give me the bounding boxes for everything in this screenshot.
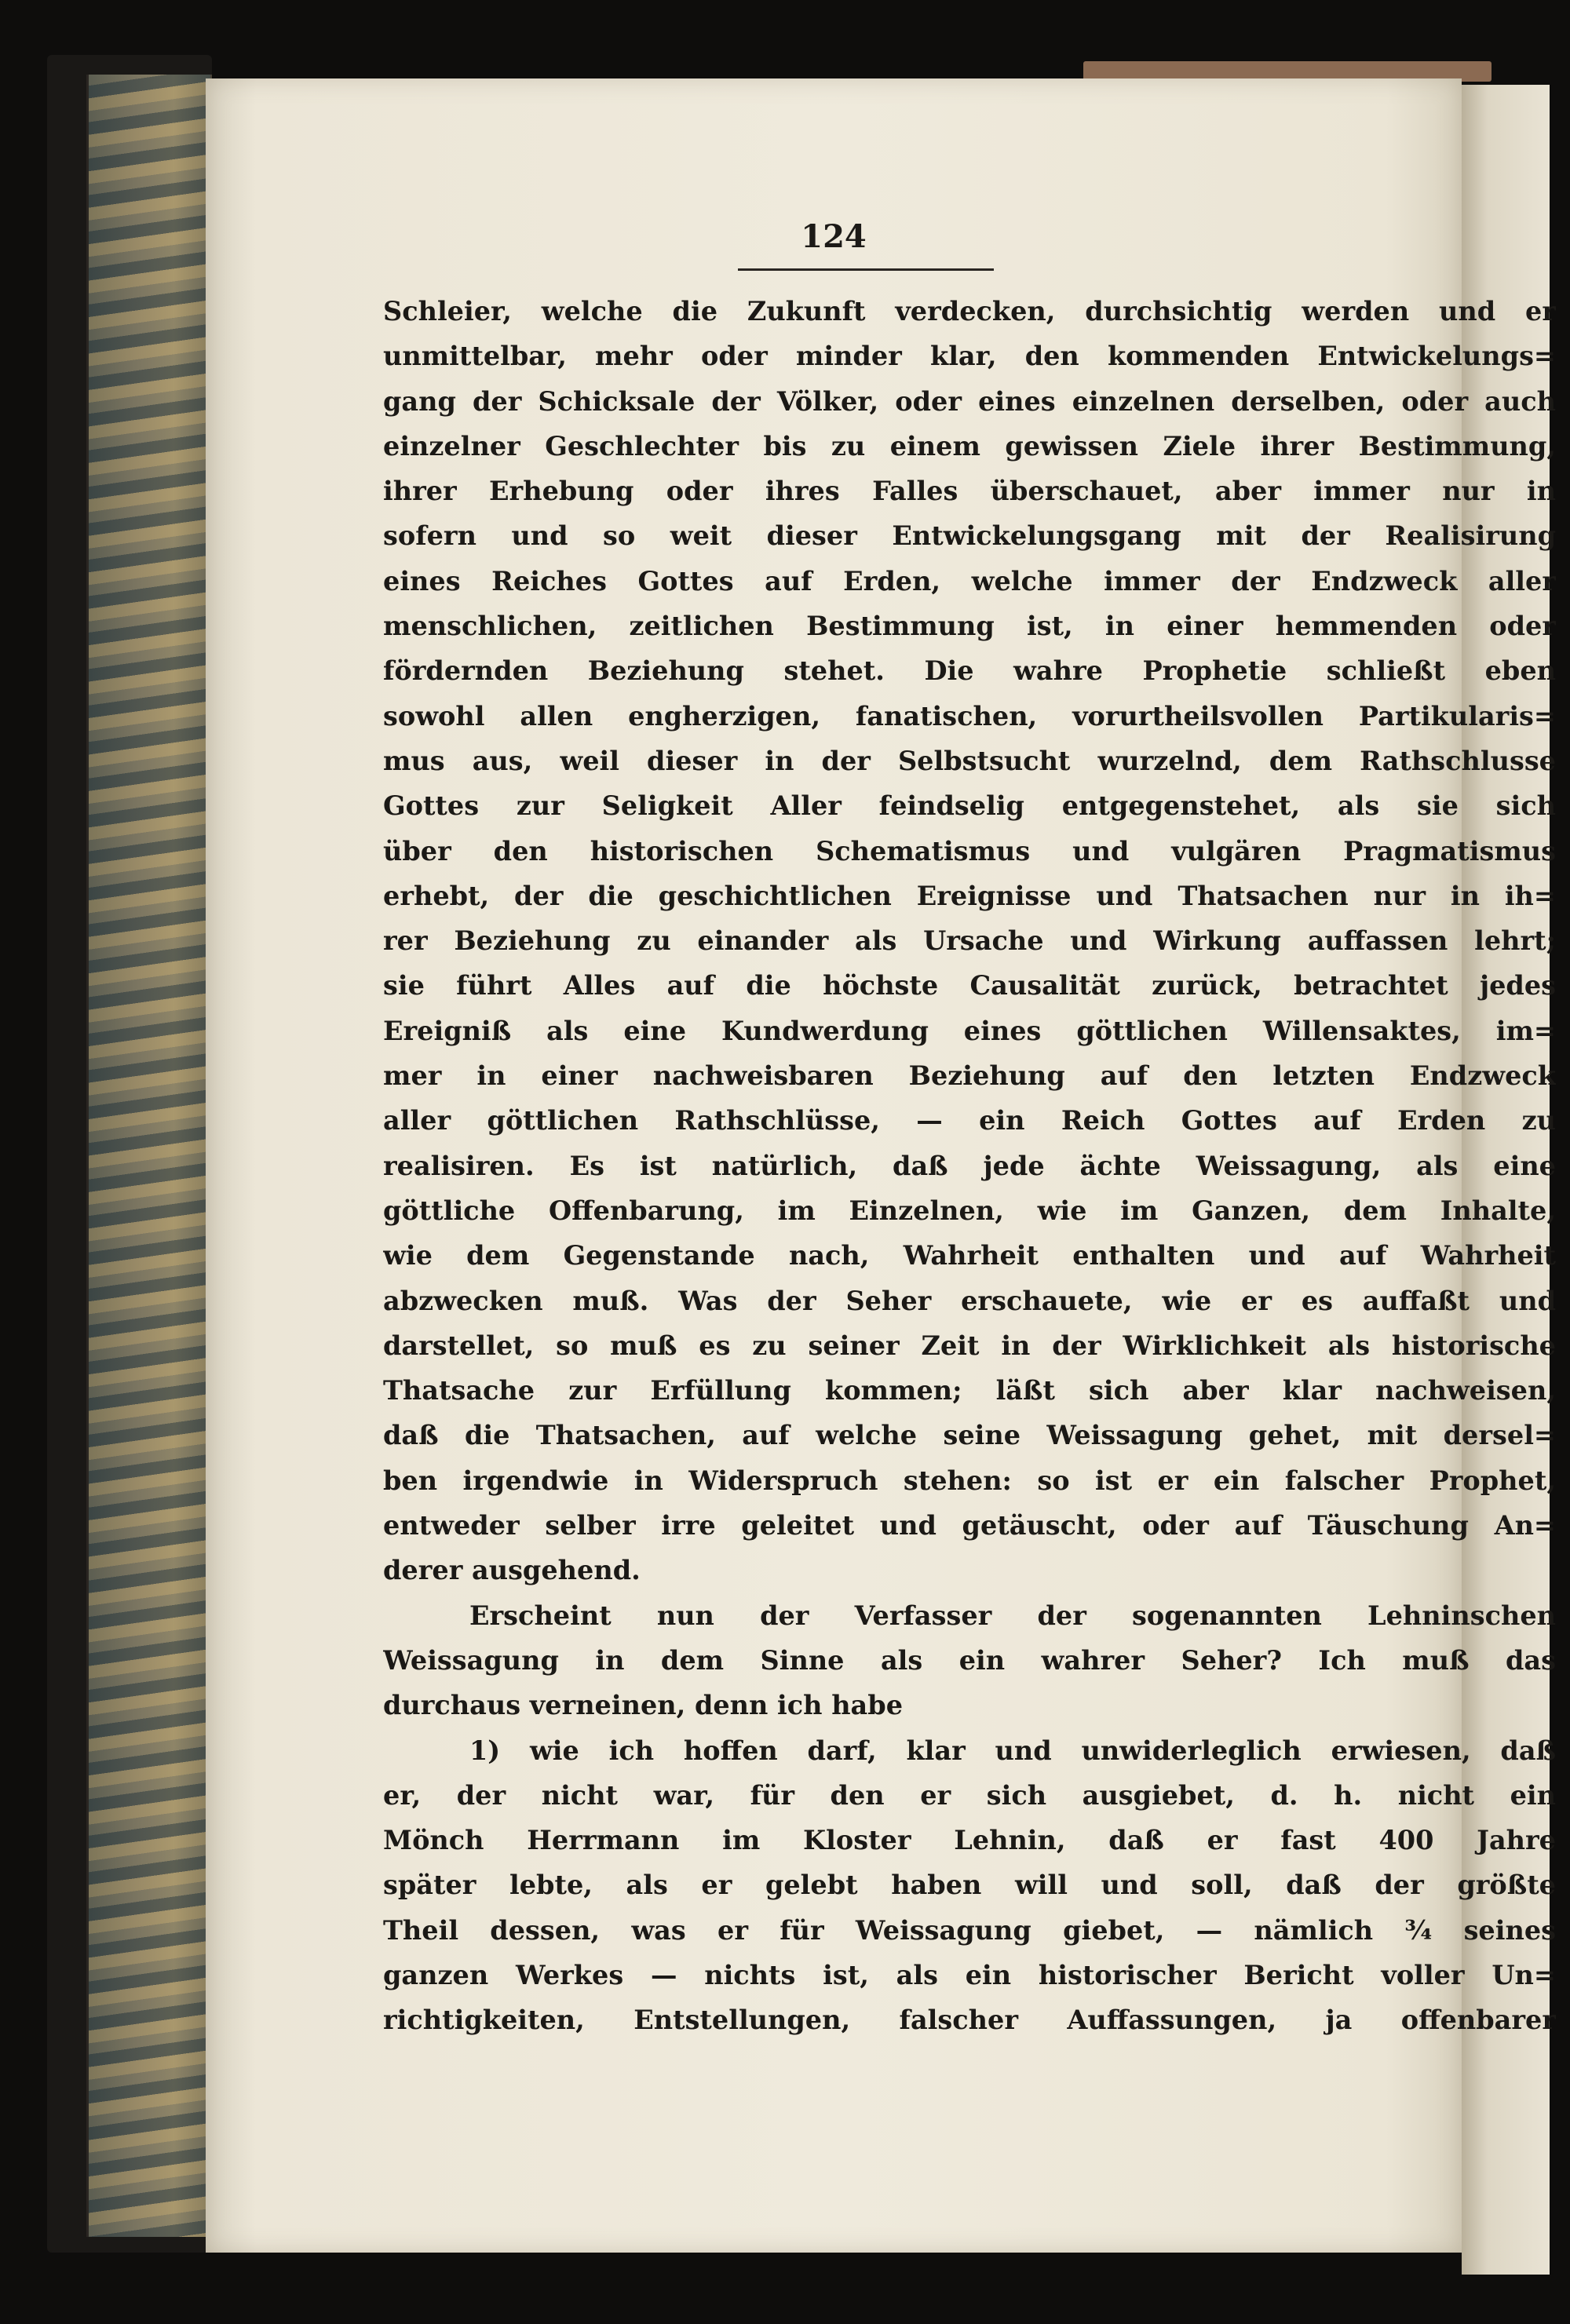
text-line: realisiren. Es ist natürlich, daß jede ächte Weissagung, als eine <box>383 1150 1556 1181</box>
text-line: später lebte, als er gelebt haben will und soll, daß der größte <box>383 1870 1556 1901</box>
text-line: rer Beziehung zu einander als Ursache und Wirkung auffassen lehrt; <box>383 925 1556 957</box>
text-line: ihrer Erhebung oder ihres Falles überschauet, aber immer nur in <box>383 476 1556 507</box>
book-page <box>206 78 1556 2253</box>
text-line: abzwecken muß. Was der Seher erschauete, wie er es auffaßt und <box>383 1285 1556 1316</box>
text-line: Gottes zur Seligkeit Aller feindselig entgegenstehet, als sie sich <box>383 790 1556 822</box>
text-line: darstellet, so muß es zu seiner Zeit in der Wirklichkeit als historische <box>383 1330 1556 1361</box>
text-line: aller göttlichen Rathschlüsse, — ein Reich Gottes auf Erden zu <box>383 1105 1556 1136</box>
text-line: über den historischen Schematismus und vulgären Pragmatismus <box>383 835 1556 866</box>
text-line: ganzen Werkes — nichts ist, als ein historischer Bericht voller Un= <box>383 1959 1556 1990</box>
text-line: wie dem Gegenstande nach, Wahrheit enthalten und auf Wahrheit <box>383 1240 1556 1271</box>
text-line: ben irgendwie in Widerspruch stehen: so ist er ein falscher Prophet, <box>383 1465 1556 1496</box>
text-line: daß die Thatsachen, auf welche seine Weissagung gehet, mit dersel= <box>383 1420 1556 1451</box>
text-line: Theil dessen, was er für Weissagung giebet, — nämlich ¾ seines <box>383 1914 1556 1946</box>
page-text-block <box>383 289 1556 2043</box>
text-line: Schleier, welche die Zukunft verdecken, durchsichtig werden und er <box>383 296 1556 327</box>
text-line: mer in einer nachweisbaren Beziehung auf den letzten Endzweck <box>383 1060 1556 1092</box>
text-line: Mönch Herrmann im Kloster Lehnin, daß er fast 400 Jahre <box>383 1825 1556 1856</box>
text-line: sofern und so weit dieser Entwickelungsgang mit der Realisirung <box>383 520 1556 552</box>
text-line: durchaus verneinen, denn ich habe <box>383 1690 904 1721</box>
text-line: einzelner Geschlechter bis zu einem gewissen Ziele ihrer Bestimmung, <box>383 430 1556 462</box>
marbled-page-edges <box>86 75 212 2237</box>
text-line: sowohl allen engherzigen, fanatischen, vorurtheilsvollen Partikularis= <box>383 700 1556 731</box>
text-line: göttliche Offenbarung, im Einzelnen, wie im Ganzen, dem Inhalte, <box>383 1195 1556 1226</box>
text-line: derer ausgehend. <box>383 1555 641 1586</box>
text-line: Ereigniß als eine Kundwerdung eines göttlichen Willensaktes, im= <box>383 1015 1556 1046</box>
text-line: Thatsache zur Erfüllung kommen; läßt sich aber klar nachweisen, <box>383 1375 1556 1406</box>
text-line: gang der Schicksale der Völker, oder eines einzelnen derselben, oder auch <box>383 385 1556 417</box>
paragraph-start-line: 1) wie ich hoffen darf, klar und unwiderleglich erwiesen, daß <box>469 1735 1556 1766</box>
text-line: unmittelbar, mehr oder minder klar, den kommenden Entwickelungs= <box>383 341 1556 372</box>
header-rule <box>738 268 994 271</box>
text-line: menschlichen, zeitlichen Bestimmung ist, in einer hemmenden oder <box>383 611 1556 642</box>
text-line: richtigkeiten, Entstellungen, falscher Auffassungen, ja offenbarer <box>383 2005 1556 2036</box>
page-number: 124 <box>801 218 867 255</box>
text-line: sie führt Alles auf die höchste Causalität zurück, betrachtet jedes <box>383 970 1556 1001</box>
paragraph-start-line: Erscheint nun der Verfasser der sogenannten Lehninschen <box>469 1600 1556 1631</box>
text-line: entweder selber irre geleitet und getäuscht, oder auf Täuschung An= <box>383 1510 1556 1541</box>
text-line: erhebt, der die geschichtlichen Ereignisse und Thatsachen nur in ih= <box>383 880 1556 911</box>
text-line: fördernden Beziehung stehet. Die wahre Prophetie schließt eben <box>383 655 1556 687</box>
text-line: er, der nicht war, für den er sich ausgiebet, d. h. nicht ein <box>383 1779 1556 1811</box>
text-line: eines Reiches Gottes auf Erden, welche immer der Endzweck aller <box>383 565 1556 597</box>
text-line: mus aus, weil dieser in der Selbstsucht wurzelnd, dem Rathschlusse <box>383 745 1556 776</box>
text-line: Weissagung in dem Sinne als ein wahrer Seher? Ich muß das <box>383 1644 1556 1676</box>
